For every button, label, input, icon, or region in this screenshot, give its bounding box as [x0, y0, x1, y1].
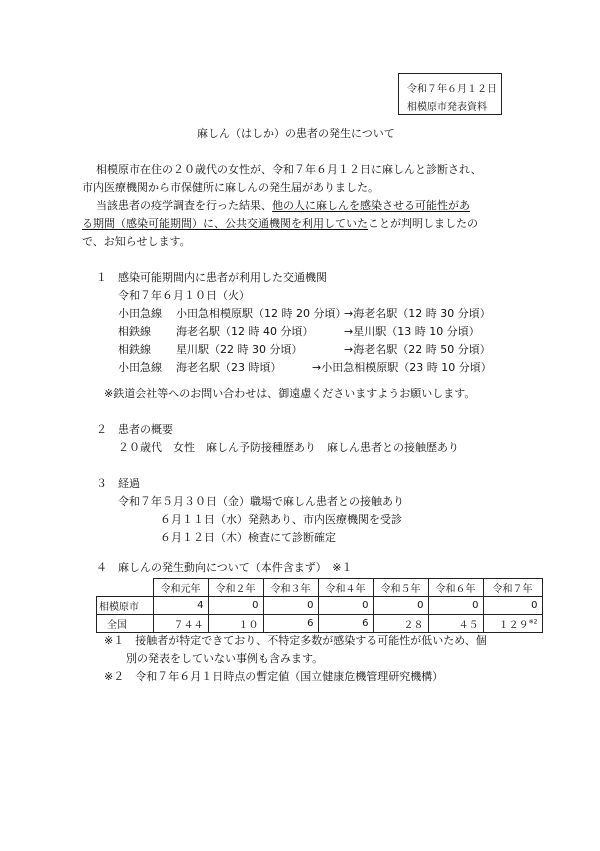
section4-heading	[96, 561, 353, 575]
table-corner-cell	[97, 579, 154, 597]
table-column-header: 令和２年	[208, 579, 263, 597]
table-header-row	[97, 579, 543, 597]
section2-heading: ２ 患者の概要	[96, 423, 173, 436]
table-row-label: 全国	[97, 615, 154, 633]
table-cell: 0	[263, 597, 318, 615]
section2-body: ２０歳代 女性 麻しん予防接種歴あり 麻しん患者との接触歴あり	[118, 441, 459, 454]
table-cell: 0	[318, 597, 373, 615]
table-cell: ２８	[373, 615, 428, 633]
table-cell-footnote-mark: ※2	[528, 618, 538, 626]
footnote-2: ※２ 令和７年６月１日時点の暫定値（国立健康危機管理研究機構）	[104, 670, 444, 683]
route-line: 小田急線	[118, 307, 162, 320]
intro-line-3	[96, 199, 470, 213]
route-from: 海老名駅（23 時頃）	[176, 361, 282, 374]
table-row-label: 相模原市	[97, 597, 154, 615]
intro-line-3-underlined: 他の人に麻しんを感染させる可能性があ	[272, 199, 470, 212]
section3-heading: ３ 経過	[96, 477, 140, 490]
route-to: →星川駅（13 時 10 分頃）	[344, 325, 480, 338]
table-column-header: 令和３年	[263, 579, 318, 597]
table-cell: ４５	[428, 615, 483, 633]
table-cell-value: １２９	[498, 620, 529, 631]
route-line: 相鉄線	[118, 325, 151, 338]
section1-heading: １ 感染可能期間内に患者が利用した交通機関	[96, 271, 327, 284]
intro-line-4-plain: ことが判明しましたの	[368, 217, 478, 230]
route-from: 星川駅（22 時 30 分頃）	[176, 343, 303, 356]
table-cell: 6	[263, 615, 318, 633]
timeline-item: ６月１２日（木）検査にて診断確定	[160, 531, 336, 544]
release-info-box	[398, 73, 502, 115]
table-row	[97, 597, 543, 615]
intro-line-1: 相模原市在住の２０歳代の女性が、令和７年６月１２日に麻しんと診断され、	[96, 163, 482, 176]
intro-line-3-plain: 当該患者の疫学調査を行った結果、	[96, 199, 272, 212]
section1-note: ※鉄道会社等へのお問い合わせは、御遠慮くださいますようお願いします。	[104, 387, 476, 400]
route-to: →海老名駅（12 時 30 分頃）	[344, 307, 491, 320]
intro-line-2: 市内医療機関から市保健所に麻しんの発生届がありました。	[82, 181, 379, 194]
release-date: 令和７年６月１２日	[407, 84, 497, 95]
route-line: 相鉄線	[118, 343, 151, 356]
route-to: →小田急相模原駅（23 時 10 分頃）	[312, 361, 492, 374]
timeline-item: 令和７年５月３０日（金）職場で麻しん患者との接触あり	[118, 495, 404, 508]
intro-line-4	[82, 217, 478, 231]
intro-line-4-underlined: る期間（感染可能期間）に、公共交通機関を利用していた	[82, 217, 368, 230]
route-to: →海老名駅（22 時 50 分頃）	[344, 343, 491, 356]
measles-trend-table	[96, 578, 543, 633]
footnote-1: ※１ 接触者が特定できており、不特定多数が感染する可能性が低いため、個	[104, 634, 487, 647]
route-from: 海老名駅（12 時 40 分頃）	[176, 325, 314, 338]
timeline-item: ６月１１日（水）発熱あり、市内医療機関を受診	[160, 513, 402, 526]
table-column-header: 令和５年	[373, 579, 428, 597]
section4-heading-text: ４ 麻しんの発生動向について（本件含まず	[96, 561, 316, 574]
section1-date: 令和７年６月１０日（火）	[118, 289, 250, 302]
table-column-header: 令和元年	[153, 579, 208, 597]
route-from: 小田急相模原駅（12 時 20 分頃）	[176, 307, 347, 320]
footnote-1-continued: 別の発表をしていない事例も含みます。	[126, 652, 324, 665]
document-title: 麻しん（はしか）の患者の発生について	[197, 127, 395, 140]
table-cell: １０	[208, 615, 263, 633]
table-cell-last	[483, 615, 542, 633]
intro-line-5: で、お知らせします。	[82, 235, 191, 248]
route-line: 小田急線	[118, 361, 162, 374]
table-cell: 6	[318, 615, 373, 633]
table-column-header: 令和４年	[318, 579, 373, 597]
table-cell: 0	[373, 597, 428, 615]
section4-heading-mark: ） ※１	[315, 561, 353, 574]
table-cell: 4	[153, 597, 208, 615]
table-column-header: 令和６年	[428, 579, 483, 597]
release-publisher: 相模原市発表資料	[407, 102, 487, 113]
table-cell: 0	[428, 597, 483, 615]
table-cell: 0	[483, 597, 542, 615]
table-cell: ７４４	[153, 615, 208, 633]
table-cell: 0	[208, 597, 263, 615]
table-row	[97, 615, 543, 633]
table-column-header: 令和７年	[483, 579, 542, 597]
